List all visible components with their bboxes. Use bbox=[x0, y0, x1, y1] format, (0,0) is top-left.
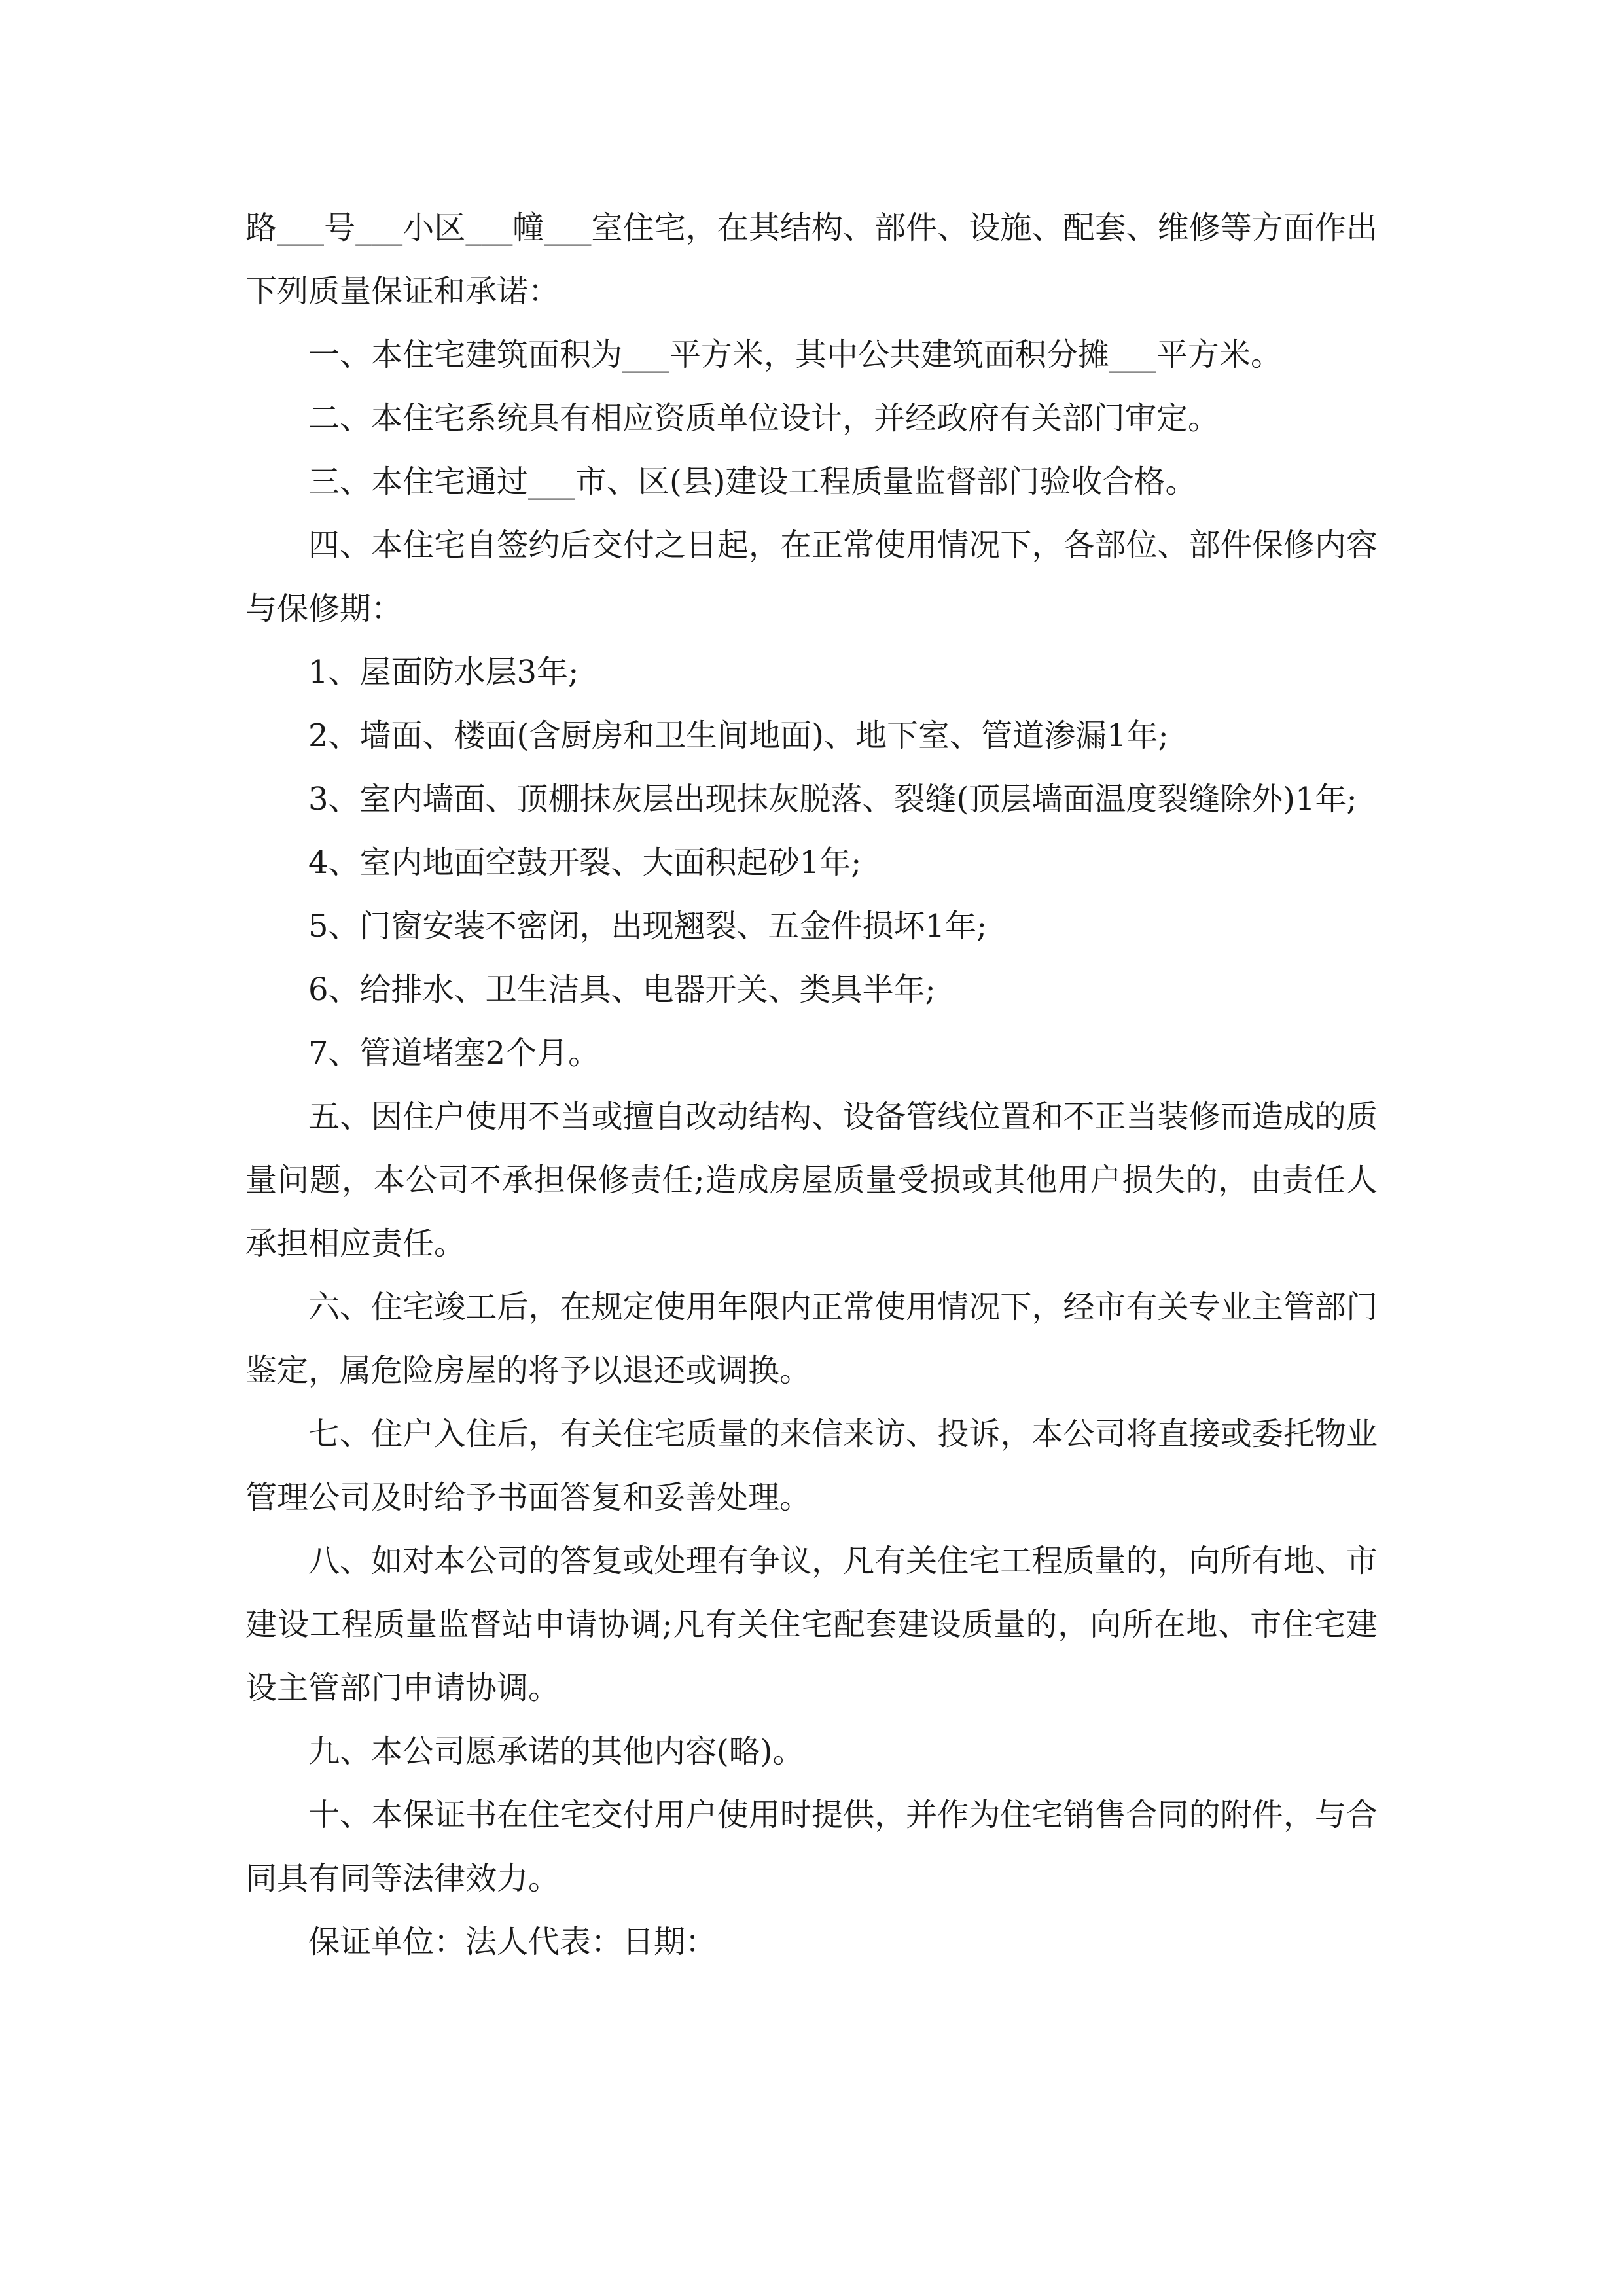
paragraph-item-1: 一、本住宅建筑面积为___平方米，其中公共建筑面积分摊___平方米。 bbox=[308, 336, 1283, 373]
signature-line: 保证单位：法人代表：日期： bbox=[308, 1924, 717, 1960]
paragraph-item-8: 八、如对本公司的答复或处理有争议，凡有关住宅工程质量的，向所有地、市建设工程质量监督站申请协调;凡有关住宅配套建设质量的，向所在地、市住宅建设主管部门申请协调。 bbox=[245, 1543, 1378, 1706]
paragraph-item-3: 三、本住宅通过___市、区(县)建设工程质量监督部门验收合格。 bbox=[308, 463, 1197, 500]
warranty-subitem-5: 5、门窗安装不密闭，出现翘裂、五金件损坏1年; bbox=[308, 908, 988, 944]
paragraph-item-2: 二、本住宅系统具有相应资质单位设计，并经政府有关部门审定。 bbox=[308, 400, 1220, 437]
warranty-subitem-3: 3、室内墙面、顶棚抹灰层出现抹灰脱落、裂缝(顶层墙面温度裂缝除外)1年; bbox=[308, 781, 1357, 817]
warranty-subitem-7: 7、管道堵塞2个月。 bbox=[308, 1035, 600, 1071]
warranty-subitem-6: 6、给排水、卫生洁具、电器开关、类具半年; bbox=[308, 971, 936, 1008]
warranty-subitem-4: 4、室内地面空鼓开裂、大面积起砂1年; bbox=[308, 844, 862, 881]
warranty-subitem-2: 2、墙面、楼面(含厨房和卫生间地面)、地下室、管道渗漏1年; bbox=[308, 717, 1169, 754]
paragraph-item-10: 十、本保证书在住宅交付用户使用时提供，并作为住宅销售合同的附件，与合同具有同等法律效力。 bbox=[245, 1797, 1378, 1897]
warranty-subitem-1: 1、屋面防水层3年; bbox=[308, 654, 579, 691]
paragraph-item-5: 五、因住户使用不当或擅自改动结构、设备管线位置和不正当装修而造成的质量问题，本公司不承担保修责任;造成房屋质量受损或其他用户损失的，由责任人承担相应责任。 bbox=[245, 1098, 1378, 1262]
paragraph-item-6: 六、住宅竣工后，在规定使用年限内正常使用情况下，经市有关专业主管部门鉴定，属危险房屋的将予以退还或调换。 bbox=[245, 1289, 1378, 1389]
paragraph-opening: 路___号___小区___幢___室住宅，在其结构、部件、设施、配套、维修等方面作出下列质量保证和承诺： bbox=[245, 209, 1378, 310]
paragraph-item-4: 四、本住宅自签约后交付之日起，在正常使用情况下，各部位、部件保修内容与保修期： bbox=[245, 527, 1378, 627]
paragraph-item-7: 七、住户入住后，有关住宅质量的来信来访、投诉，本公司将直接或委托物业管理公司及时给予书面答复和妥善处理。 bbox=[245, 1416, 1378, 1516]
paragraph-item-9: 九、本公司愿承诺的其他内容(略)。 bbox=[308, 1733, 804, 1770]
